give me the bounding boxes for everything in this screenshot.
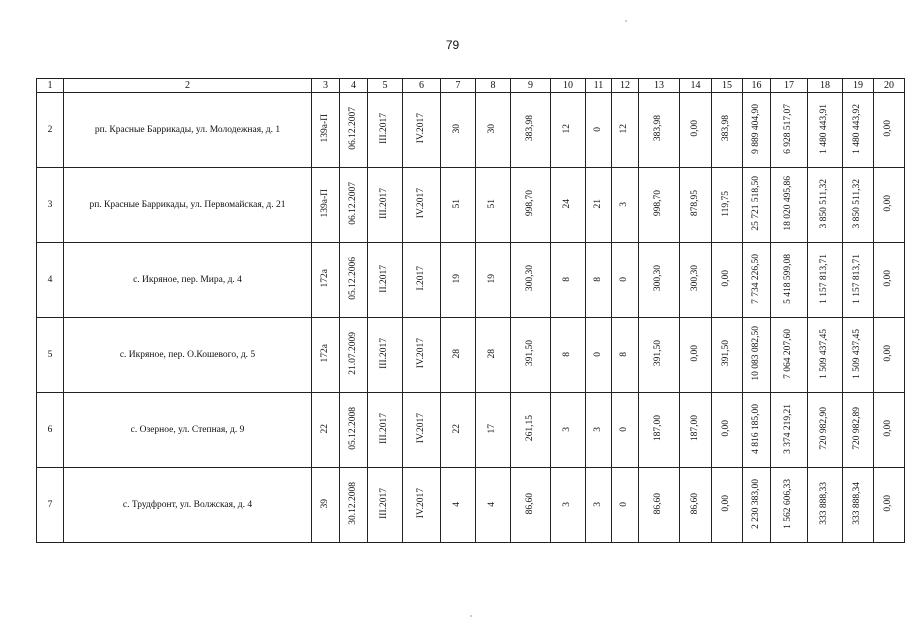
- table-cell: [639, 168, 680, 243]
- cell-value: 720 982,89: [852, 407, 863, 450]
- cell-value: 8: [562, 352, 573, 357]
- table-cell: [511, 318, 551, 393]
- cell-value: 139а-П: [319, 189, 330, 218]
- table-cell: [639, 468, 680, 543]
- table-cell: [874, 168, 905, 243]
- cell-value: 24: [562, 198, 573, 209]
- table-cell: [612, 243, 639, 318]
- table-cell: [441, 318, 476, 393]
- table-cell: с. Икряное, пер. О.Кошевого, д. 5: [64, 318, 312, 393]
- table-cell: 5: [37, 318, 64, 393]
- table-cell: [712, 93, 743, 168]
- cell-value: III.2017: [379, 113, 390, 144]
- table-cell: [680, 318, 712, 393]
- cell-value: 187,00: [653, 415, 664, 442]
- table-cell: [586, 93, 612, 168]
- table-cell: 4: [37, 243, 64, 318]
- cell-value: III.2017: [379, 413, 390, 444]
- table-cell: [612, 318, 639, 393]
- cell-value: 172а: [319, 269, 330, 288]
- column-header: 19: [843, 79, 874, 93]
- table-cell: [639, 393, 680, 468]
- table-cell: [874, 93, 905, 168]
- cell-value: 86,60: [524, 492, 535, 515]
- table-cell: [340, 393, 368, 468]
- table-row: [37, 93, 905, 168]
- table-cell: [874, 243, 905, 318]
- cell-value: 998,70: [653, 190, 664, 217]
- table-cell: [808, 93, 843, 168]
- cell-value: 119,75: [721, 190, 732, 217]
- table-cell: [639, 93, 680, 168]
- table-cell: [551, 168, 586, 243]
- cell-value: 383,98: [653, 115, 664, 142]
- cell-value: 51: [487, 198, 498, 209]
- table-cell: [771, 93, 808, 168]
- column-header: 17: [771, 79, 808, 93]
- table-cell: [771, 243, 808, 318]
- table-cell: [712, 243, 743, 318]
- cell-value: 187,00: [689, 415, 700, 442]
- cell-value: III.2017: [379, 338, 390, 369]
- cell-value: 0,00: [883, 345, 894, 362]
- table-cell: рп. Красные Баррикады, ул. Молодежная, д. 1: [64, 93, 312, 168]
- column-header: 8: [476, 79, 511, 93]
- table-cell: [712, 168, 743, 243]
- cell-value: 22: [319, 423, 330, 434]
- cell-value: 261,15: [524, 415, 535, 442]
- cell-value: 391,50: [653, 340, 664, 367]
- table-cell: [612, 468, 639, 543]
- column-header: 13: [639, 79, 680, 93]
- table-cell: [368, 93, 403, 168]
- table-cell: [771, 168, 808, 243]
- table-cell: [808, 318, 843, 393]
- table-cell: [874, 468, 905, 543]
- cell-value: 21: [592, 198, 603, 209]
- table-cell: [441, 468, 476, 543]
- table-cell: [743, 168, 771, 243]
- table-cell: [743, 468, 771, 543]
- cell-value: 1 480 443,92: [852, 103, 863, 154]
- table-cell: [312, 168, 340, 243]
- table-cell: [743, 318, 771, 393]
- table-cell: [874, 393, 905, 468]
- column-header: 6: [403, 79, 441, 93]
- table-cell: рп. Красные Баррикады, ул. Первомайская, д. 21: [64, 168, 312, 243]
- cell-value: 3: [562, 502, 573, 507]
- cell-value: II.2017: [379, 264, 390, 293]
- cell-value: 06.12.2007: [347, 107, 358, 150]
- cell-value: 391,50: [524, 340, 535, 367]
- cell-value: 30: [487, 123, 498, 134]
- table-cell: [808, 168, 843, 243]
- column-header: 16: [743, 79, 771, 93]
- cell-value: 0: [619, 502, 630, 507]
- cell-value: 383,98: [721, 115, 732, 142]
- table-cell: [680, 93, 712, 168]
- table-cell: [368, 243, 403, 318]
- table-cell: [403, 393, 441, 468]
- table-cell: [612, 393, 639, 468]
- cell-value: 0,00: [689, 120, 700, 137]
- cell-value: 21.07.2009: [347, 332, 358, 375]
- table-cell: [312, 393, 340, 468]
- column-header: 5: [368, 79, 403, 93]
- table-cell: [680, 468, 712, 543]
- cell-value: IV.2017: [415, 488, 426, 519]
- page-number: 79: [445, 38, 460, 52]
- table-cell: [639, 318, 680, 393]
- table-cell: [368, 393, 403, 468]
- cell-value: 0,00: [883, 120, 894, 137]
- cell-value: 05.12.2008: [347, 407, 358, 450]
- cell-value: 3 850 511,32: [819, 178, 830, 229]
- cell-value: 10 083 082,50: [750, 326, 761, 381]
- cell-value: 4: [487, 502, 498, 507]
- cell-value: 0,00: [721, 495, 732, 512]
- cell-value: I.2017: [415, 266, 426, 291]
- cell-value: 300,30: [524, 265, 535, 292]
- table-cell: [712, 318, 743, 393]
- cell-value: 3: [592, 502, 603, 507]
- cell-value: 1 157 813,71: [819, 253, 830, 304]
- cell-value: 172а: [319, 344, 330, 363]
- table-cell: [612, 93, 639, 168]
- cell-value: 17: [487, 423, 498, 434]
- cell-value: 12: [562, 123, 573, 134]
- table-cell: [843, 318, 874, 393]
- cell-value: IV.2017: [415, 188, 426, 219]
- column-header: 15: [712, 79, 743, 93]
- header-row: [37, 79, 905, 93]
- table-cell: [551, 468, 586, 543]
- table-cell: [511, 93, 551, 168]
- cell-value: 25 721 518,50: [750, 176, 761, 231]
- table-cell: [680, 243, 712, 318]
- cell-value: 139а-П: [319, 114, 330, 143]
- column-header: 3: [312, 79, 340, 93]
- cell-value: III.2017: [379, 188, 390, 219]
- table-cell: [340, 318, 368, 393]
- table-cell: [843, 468, 874, 543]
- table-cell: [680, 393, 712, 468]
- table-cell: [639, 243, 680, 318]
- column-header: 14: [680, 79, 712, 93]
- cell-value: IV.2017: [415, 338, 426, 369]
- table-cell: [586, 168, 612, 243]
- table-cell: [312, 318, 340, 393]
- table-cell: [743, 393, 771, 468]
- table-row: [37, 468, 905, 543]
- cell-value: 6 928 517,07: [783, 103, 794, 154]
- table-cell: [771, 318, 808, 393]
- cell-value: 39: [319, 498, 330, 509]
- table-cell: [340, 468, 368, 543]
- register-table: [36, 78, 905, 543]
- table-cell: [843, 393, 874, 468]
- table-cell: [368, 318, 403, 393]
- table-row: [37, 168, 905, 243]
- table-cell: [743, 93, 771, 168]
- table-row: [37, 318, 905, 393]
- table-cell: 2: [37, 93, 64, 168]
- cell-value: 30: [452, 123, 463, 134]
- table-cell: [586, 393, 612, 468]
- cell-value: 28: [487, 348, 498, 359]
- cell-value: 86,60: [689, 492, 700, 515]
- cell-value: 8: [592, 277, 603, 282]
- cell-value: 4 816 185,00: [750, 403, 761, 454]
- cell-value: 0,00: [721, 270, 732, 287]
- cell-value: 720 982,90: [819, 407, 830, 450]
- cell-value: 878,95: [689, 190, 700, 217]
- table-cell: [551, 93, 586, 168]
- cell-value: 3: [562, 427, 573, 432]
- table-row: [37, 243, 905, 318]
- cell-value: 7 734 226,50: [750, 253, 761, 304]
- cell-value: 8: [562, 277, 573, 282]
- table-cell: [340, 243, 368, 318]
- table-cell: [312, 243, 340, 318]
- table-cell: [771, 468, 808, 543]
- cell-value: 2 230 383,00: [750, 478, 761, 529]
- cell-value: 19: [452, 273, 463, 284]
- cell-value: 0,00: [721, 420, 732, 437]
- cell-value: 1 562 606,33: [783, 478, 794, 529]
- scan-speck: [625, 20, 627, 22]
- cell-value: 22: [452, 423, 463, 434]
- cell-value: III.2017: [379, 488, 390, 519]
- table-cell: [612, 168, 639, 243]
- table-cell: [843, 243, 874, 318]
- table-cell: [368, 468, 403, 543]
- column-header: 20: [874, 79, 905, 93]
- table-body: [37, 79, 905, 543]
- cell-value: 333 888,33: [819, 482, 830, 525]
- table-cell: [586, 243, 612, 318]
- table-cell: [551, 243, 586, 318]
- table-cell: [340, 93, 368, 168]
- table-cell: [441, 393, 476, 468]
- cell-value: 18 020 495,86: [783, 176, 794, 231]
- scan-speck: [470, 615, 472, 617]
- cell-value: 0: [619, 277, 630, 282]
- table-cell: [476, 318, 511, 393]
- table-cell: [403, 318, 441, 393]
- table-cell: с. Озерное, ул. Степная, д. 9: [64, 393, 312, 468]
- table-cell: 3: [37, 168, 64, 243]
- table-cell: [312, 468, 340, 543]
- table-cell: [476, 243, 511, 318]
- column-header: 1: [37, 79, 64, 93]
- table-cell: [441, 243, 476, 318]
- cell-value: 0,00: [883, 495, 894, 512]
- table-cell: [403, 168, 441, 243]
- table-cell: [712, 393, 743, 468]
- cell-value: 3 374 219,21: [783, 403, 794, 454]
- table-cell: с. Трудфронт, ул. Волжская, д. 4: [64, 468, 312, 543]
- table-cell: 7: [37, 468, 64, 543]
- cell-value: 0,00: [883, 195, 894, 212]
- table-cell: [808, 243, 843, 318]
- cell-value: 300,30: [689, 265, 700, 292]
- table-cell: [403, 468, 441, 543]
- cell-value: IV.2017: [415, 113, 426, 144]
- cell-value: 1 509 437,45: [819, 328, 830, 379]
- table-cell: [441, 93, 476, 168]
- table-cell: [476, 393, 511, 468]
- cell-value: 391,50: [721, 340, 732, 367]
- table-cell: [340, 168, 368, 243]
- cell-value: 28: [452, 348, 463, 359]
- column-header: 7: [441, 79, 476, 93]
- cell-value: 4: [452, 502, 463, 507]
- table-cell: 6: [37, 393, 64, 468]
- cell-value: 1 509 437,45: [852, 328, 863, 379]
- cell-value: 1 480 443,91: [819, 103, 830, 154]
- cell-value: 0: [592, 127, 603, 132]
- column-header: 4: [340, 79, 368, 93]
- table-cell: [441, 168, 476, 243]
- column-header: 9: [511, 79, 551, 93]
- cell-value: 998,70: [524, 190, 535, 217]
- cell-value: 383,98: [524, 115, 535, 142]
- table-cell: [403, 243, 441, 318]
- cell-value: 06.12.2007: [347, 182, 358, 225]
- table-cell: [743, 243, 771, 318]
- table-cell: [771, 393, 808, 468]
- cell-value: 1 157 813,71: [852, 253, 863, 304]
- cell-value: 3: [619, 202, 630, 207]
- table-cell: [312, 93, 340, 168]
- cell-value: 86,60: [653, 492, 664, 515]
- table-cell: [476, 93, 511, 168]
- cell-value: 0: [592, 352, 603, 357]
- cell-value: IV.2017: [415, 413, 426, 444]
- column-header: 11: [586, 79, 612, 93]
- table-cell: [712, 468, 743, 543]
- column-header: 2: [64, 79, 312, 93]
- table-cell: [586, 318, 612, 393]
- table-cell: с. Икряное, пер. Мира, д. 4: [64, 243, 312, 318]
- table-cell: [843, 93, 874, 168]
- table-cell: [403, 93, 441, 168]
- cell-value: 3: [592, 427, 603, 432]
- cell-value: 0: [619, 427, 630, 432]
- column-header: 18: [808, 79, 843, 93]
- cell-value: 9 889 404,90: [750, 103, 761, 154]
- cell-value: 300,30: [653, 265, 664, 292]
- table-cell: [808, 468, 843, 543]
- cell-value: 19: [487, 273, 498, 284]
- cell-value: 05.12.2006: [347, 257, 358, 300]
- table-cell: [511, 468, 551, 543]
- table-cell: [874, 318, 905, 393]
- table-cell: [368, 168, 403, 243]
- table-cell: [511, 243, 551, 318]
- table-cell: [476, 168, 511, 243]
- column-header: 10: [551, 79, 586, 93]
- cell-value: 0,00: [689, 345, 700, 362]
- column-header: 12: [612, 79, 639, 93]
- cell-value: 5 418 599,08: [783, 253, 794, 304]
- table-cell: [511, 393, 551, 468]
- table-cell: [808, 393, 843, 468]
- table-cell: [843, 168, 874, 243]
- table-cell: [551, 393, 586, 468]
- cell-value: 7 064 207,60: [783, 328, 794, 379]
- cell-value: 3 850 511,32: [852, 178, 863, 229]
- table-cell: [586, 468, 612, 543]
- cell-value: 0,00: [883, 420, 894, 437]
- table-cell: [511, 168, 551, 243]
- cell-value: 0,00: [883, 270, 894, 287]
- table-cell: [680, 168, 712, 243]
- table-cell: [551, 318, 586, 393]
- cell-value: 30.12.2008: [347, 482, 358, 525]
- table-row: [37, 393, 905, 468]
- cell-value: 8: [619, 352, 630, 357]
- cell-value: 51: [452, 198, 463, 209]
- table-cell: [476, 468, 511, 543]
- cell-value: 333 888,34: [852, 482, 863, 525]
- cell-value: 12: [619, 123, 630, 134]
